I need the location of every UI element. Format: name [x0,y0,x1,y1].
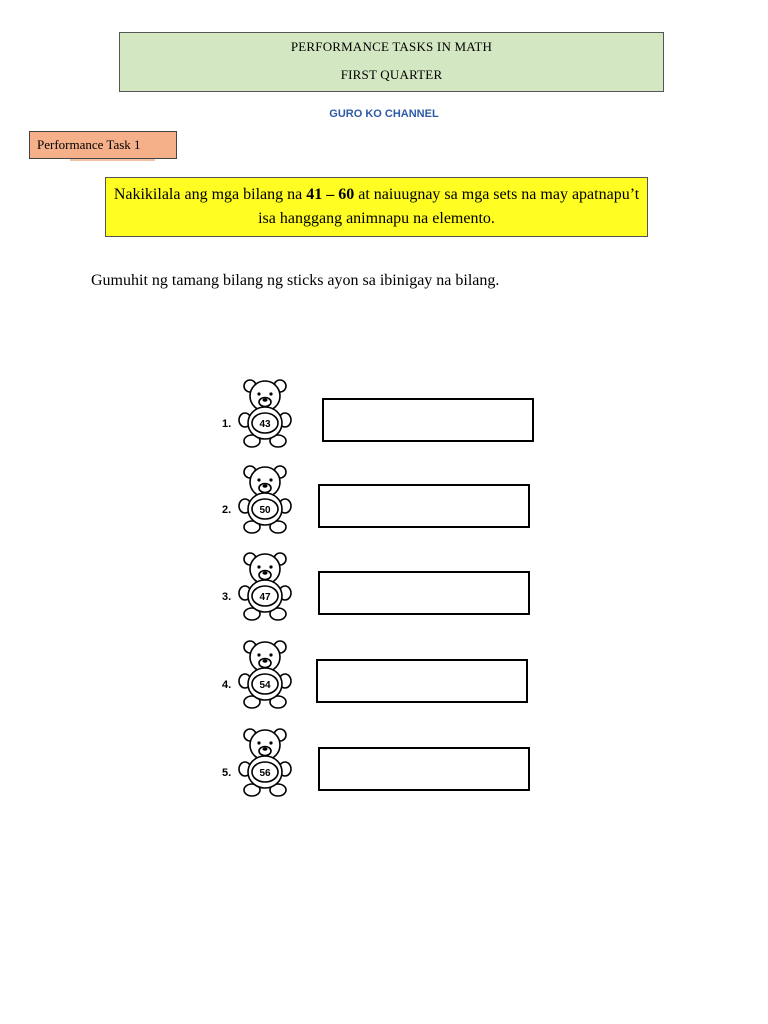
instruction-text: Gumuhit ng tamang bilang ng sticks ayon sa ibinigay na bilang. [91,272,500,289]
header-subtitle: FIRST QUARTER [340,67,443,82]
item-number-label: 2. [222,504,232,516]
item-5 [0,727,768,807]
item-number-label: 3. [222,591,232,603]
bear-icon [237,378,297,450]
answer-box[interactable] [318,747,530,791]
bear-icon [237,727,297,799]
answer-box[interactable] [318,571,530,615]
bear-icon [237,464,297,536]
task-label-shadow [70,159,155,161]
bear-number: 56 [259,768,271,779]
item-number-label: 4. [222,679,232,691]
bear-number: 47 [259,592,271,603]
answer-box[interactable] [318,484,530,528]
bear-number: 50 [259,505,271,516]
objective-box [105,177,648,237]
objective-range: 41 – 60 [306,186,355,203]
bear-icon [237,639,297,711]
header-title: PERFORMANCE TASKS IN MATH [290,39,493,54]
answer-box[interactable] [322,398,534,442]
channel-name: GURO KO CHANNEL [329,108,439,120]
task-label: Performance Task 1 [29,131,177,159]
bear-icon [237,551,297,623]
worksheet-header [119,32,664,92]
objective-prefix: Nakikilala ang mga bilang na [113,186,307,203]
item-1 [0,378,768,458]
objective-suffix: at naiuugnay sa mga sets na may apatnapu’t isa hanggang animnapu na elemento. [258,186,640,227]
bear-number: 54 [259,680,271,691]
item-number-label: 5. [222,767,232,779]
item-number-label: 1. [222,418,232,430]
item-2 [0,464,768,544]
item-4 [0,639,768,719]
answer-box[interactable] [316,659,528,703]
bear-number: 43 [259,419,271,430]
item-3 [0,551,768,631]
